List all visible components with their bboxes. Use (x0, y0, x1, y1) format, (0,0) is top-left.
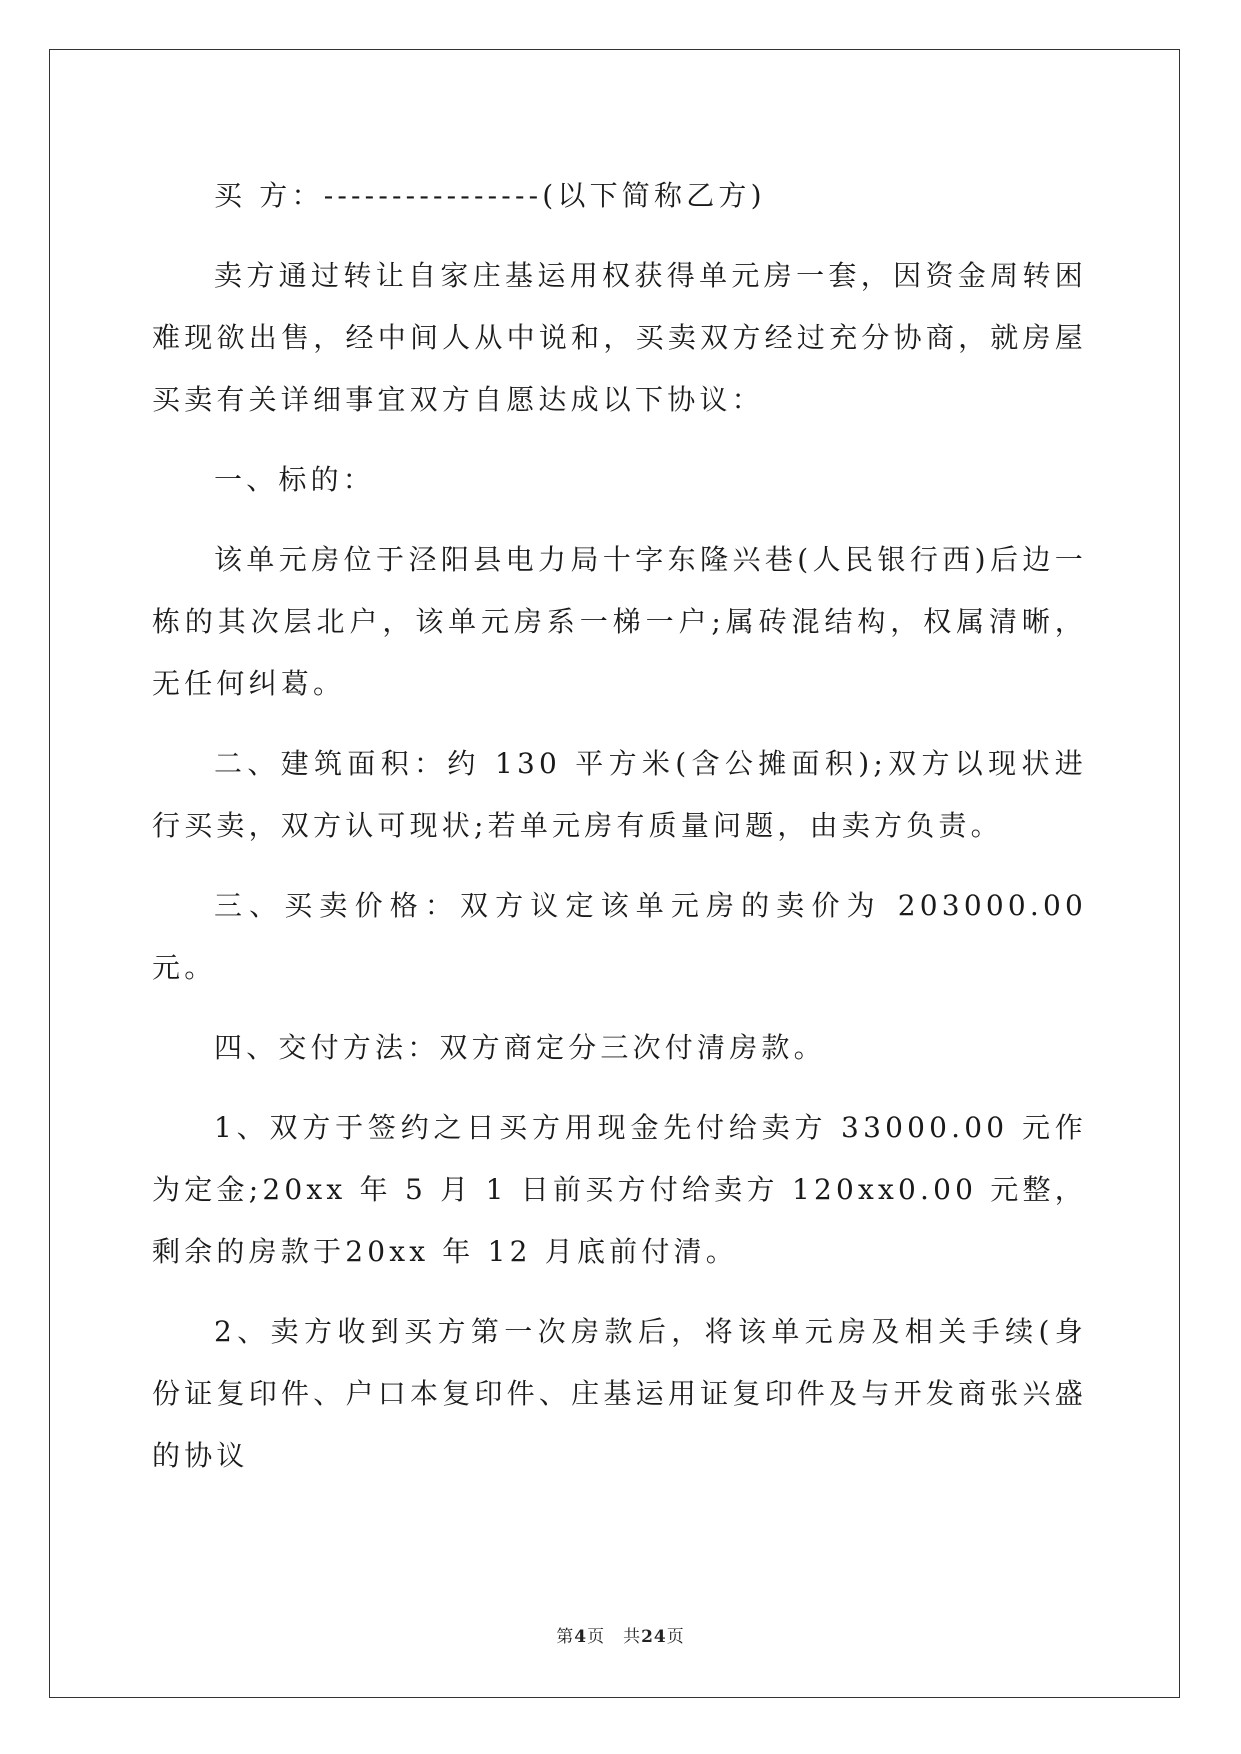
paragraph-section-1-body: 该单元房位于泾阳县电力局十字东隆兴巷(人民银行西)后边一栋的其次层北户，该单元房系一梯一户;属砖混结构，权属清晰，无任何纠葛。 (152, 543, 1087, 700)
document-body (152, 165, 1087, 1487)
footer-page-suffix: 页 (587, 1627, 606, 1647)
footer-page-number: 4 (574, 1627, 588, 1647)
footer-page-prefix: 第 (556, 1627, 575, 1647)
footer-total-prefix: 共 (623, 1627, 642, 1647)
paragraph-preamble: 卖方通过转让自家庄基运用权获得单元房一套，因资金周转困难现欲出售，经中间人从中说和，买卖双方经过充分协商，就房屋买卖有关详细事宜双方自愿达成以下协议： (152, 259, 1087, 416)
footer-total-suffix: 页 (666, 1627, 685, 1647)
paragraph-item-1: 1、双方于签约之日买方用现金先付给卖方 33000.00 元作为定金;20xx 年 5 月 1 日前买方付给卖方 120xx0.00 元整，剩余的房款于20xx 年 12 月底前付清。 (152, 1111, 1087, 1268)
paragraph-section-3: 三、买卖价格：双方议定该单元房的卖价为 203000.00 元。 (152, 889, 1087, 984)
paragraph-section-4: 四、交付方法：双方商定分三次付清房款。 (214, 1031, 826, 1064)
paragraph-buyer: 买 方：----------------(以下简称乙方) (214, 179, 766, 212)
page-footer (0, 1622, 1241, 1647)
paragraph-section-2: 二、建筑面积：约 130 平方米(含公摊面积);双方以现状进行买卖，双方认可现状;若单元房有质量问题，由卖方负责。 (152, 747, 1087, 842)
paragraph-item-2: 2、卖方收到买方第一次房款后，将该单元房及相关手续(身份证复印件、户口本复印件、庄基运用证复印件及与开发商张兴盛的协议 (152, 1315, 1087, 1472)
paragraph-section-1-heading: 一、标的： (214, 463, 376, 496)
footer-total-pages: 24 (641, 1627, 667, 1647)
